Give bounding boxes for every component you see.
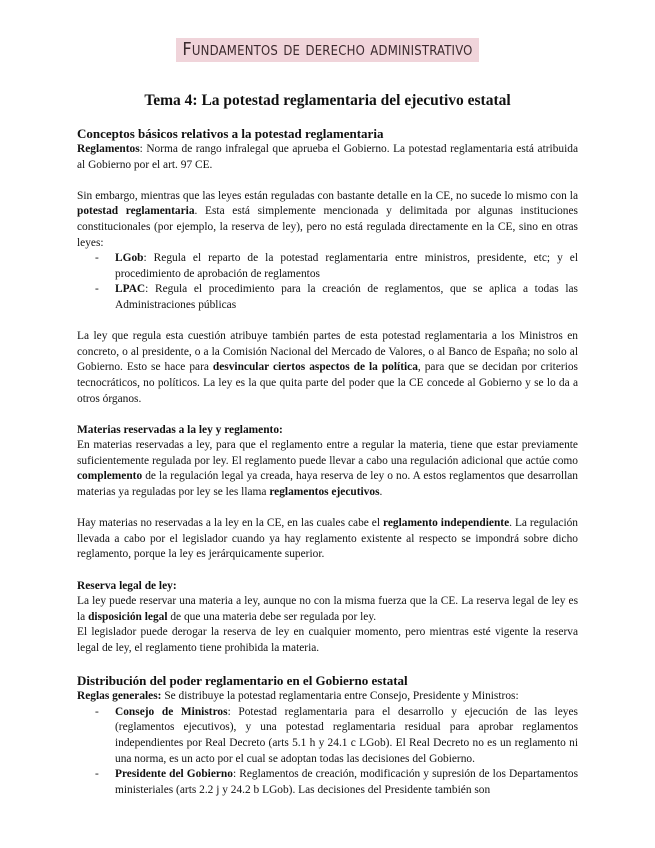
dash-bullet: - [95, 705, 99, 718]
course-banner: Fundamentos de derecho administrativo [176, 38, 478, 62]
spacer [77, 173, 578, 189]
spacer [77, 407, 578, 423]
paragraph [77, 189, 578, 251]
list-item-text: : Reglamentos de creación, modificación y supresión de los Departamentos ministeriales (arts 2.2 j y 24.2 b LGob). Las decisiones del Presidente también son [115, 768, 578, 796]
paragraph-text: Sin embargo, mientras que las leyes están reguladas con bastante detalle en la CE, no sucede lo mismo con la [77, 189, 578, 202]
section-heading-reserva: Reserva legal de ley: [77, 579, 177, 592]
paragraph [77, 438, 578, 500]
organs-list [77, 705, 578, 799]
paragraph: El legislador puede derogar la reserva de ley en cualquier momento, pero mientras esté vigente la reserva legal de ley, el reglamento tiene prohibida la materia. [77, 626, 578, 654]
list-item [95, 767, 578, 798]
list-item [95, 251, 578, 282]
list-item-text: : Potestad reglamentaria para el desarrollo y ejecución de las leyes (reglamentos ejecutivos), y una potestad reglamentaria residual para aprobar reglamentos independientes por Real Decreto (arts 5.1 h y 24.1 c LGob). El Real Decreto no es un reglamento ni una norma, es un acto por el cual se adoptan todas las decisiones del Gobierno. [115, 705, 578, 765]
paragraph-text: En materias reservadas a ley, para que el reglamento entre a regular la materia, tiene que estar previamente suficientemente regulada por ley. El reglamento puede llevar a cabo una regulación adicional que actúe como [77, 439, 578, 467]
paragraph [77, 689, 578, 705]
spacer [77, 501, 578, 517]
term: potestad reglamentaria [77, 205, 195, 218]
spacer [77, 563, 578, 579]
paragraph [77, 594, 578, 625]
dash-bullet: - [95, 283, 99, 296]
term: reglamento independiente [382, 517, 510, 530]
term: Reglamentos [77, 143, 140, 155]
paragraph [77, 329, 578, 407]
paragraph-text: , para que se decidan por criterios tecnocráticos, no políticos. La ley es la que quita parte del poder que la CE concede al Gobierno y se lo da a otros órganos. [77, 361, 578, 405]
page-title: Tema 4: La potestad reglamentaria del ejecutivo estatal [144, 92, 511, 109]
course-banner-wrap [0, 38, 655, 62]
spacer [77, 314, 578, 330]
paragraph-text: . Esta está simplemente mencionada y delimitada por algunas instituciones constitucionales (por ejemplo, la reserva de ley), pero no está regulada directamente en la CE, sino en otras leyes: [77, 205, 578, 249]
term: Consejo de Ministros [115, 705, 228, 718]
term: Presidente del Gobierno [115, 768, 233, 781]
spacer [77, 657, 578, 673]
dash-bullet: - [95, 768, 99, 781]
document-body [77, 125, 578, 798]
section-heading-distribucion: Distribución del poder reglamentario en el Gobierno estatal [77, 673, 408, 689]
list-item-text: : Regula el reparto de la potestad reglamentaria entre ministros, presidente, etc; y el procedimiento de aprobación de reglamentos [115, 252, 578, 280]
term: Reglas generales: [77, 690, 162, 703]
term: reglamentos ejecutivos [269, 486, 380, 499]
list-item [95, 705, 578, 767]
term: desvincular ciertos aspectos de la política [212, 361, 418, 374]
dash-bullet: - [95, 252, 99, 265]
section-heading-conceptos: Conceptos básicos relativos a la potestad reglamentaria [77, 126, 384, 141]
list-item-text: : Regula el procedimiento para la creación de reglamentos, que se aplica a todas las Administraciones públicas [115, 283, 578, 311]
section-heading-materias: Materias reservadas a la ley y reglamento: [77, 423, 283, 436]
term: LPAC [115, 283, 146, 296]
laws-list [77, 251, 578, 313]
paragraph-text: . La regulación llevada a cabo por el legislador cuando ya hay reglamento existente al respecto se impondrá sobre dicho reglamento, porque la ley es jerárquicamente superior. [77, 517, 578, 561]
paragraph-text: : Norma de rango infralegal que aprueba el Gobierno. La potestad reglamentaria está atribuida al Gobierno por el art. 97 CE. [77, 143, 578, 171]
term: complemento [77, 470, 143, 483]
paragraph-text: de que una materia debe ser regulada por ley. [167, 610, 377, 623]
term: LGob [115, 252, 144, 265]
term: disposición legal [88, 610, 168, 623]
paragraph-text: La ley puede reservar una materia a ley, aunque no con la misma fuerza que la CE. La reserva legal de ley es la [77, 595, 578, 623]
paragraph-text: Hay materias no reservadas a la ley en la CE, en las cuales cabe el [77, 517, 383, 530]
paragraph [77, 142, 578, 173]
paragraph [77, 516, 578, 563]
paragraph-text: La ley que regula esta cuestión atribuye también partes de esta potestad reglamentaria a los Ministros en concreto, o al presidente, o a la Comisión Nacional del Mercado de Valores, o al Banco de España; no solo al Gobierno. Esto se hace para [77, 330, 578, 374]
paragraph-text: de la regulación legal ya creada, haya reserva de ley o no. A estos reglamentos que desarrollan materias ya reguladas por ley se les llama [77, 470, 578, 499]
list-item [95, 282, 578, 313]
paragraph-text: Se distribuye la potestad reglamentaria entre Consejo, Presidente y Ministros: [161, 690, 519, 703]
paragraph-text: . [379, 486, 383, 499]
